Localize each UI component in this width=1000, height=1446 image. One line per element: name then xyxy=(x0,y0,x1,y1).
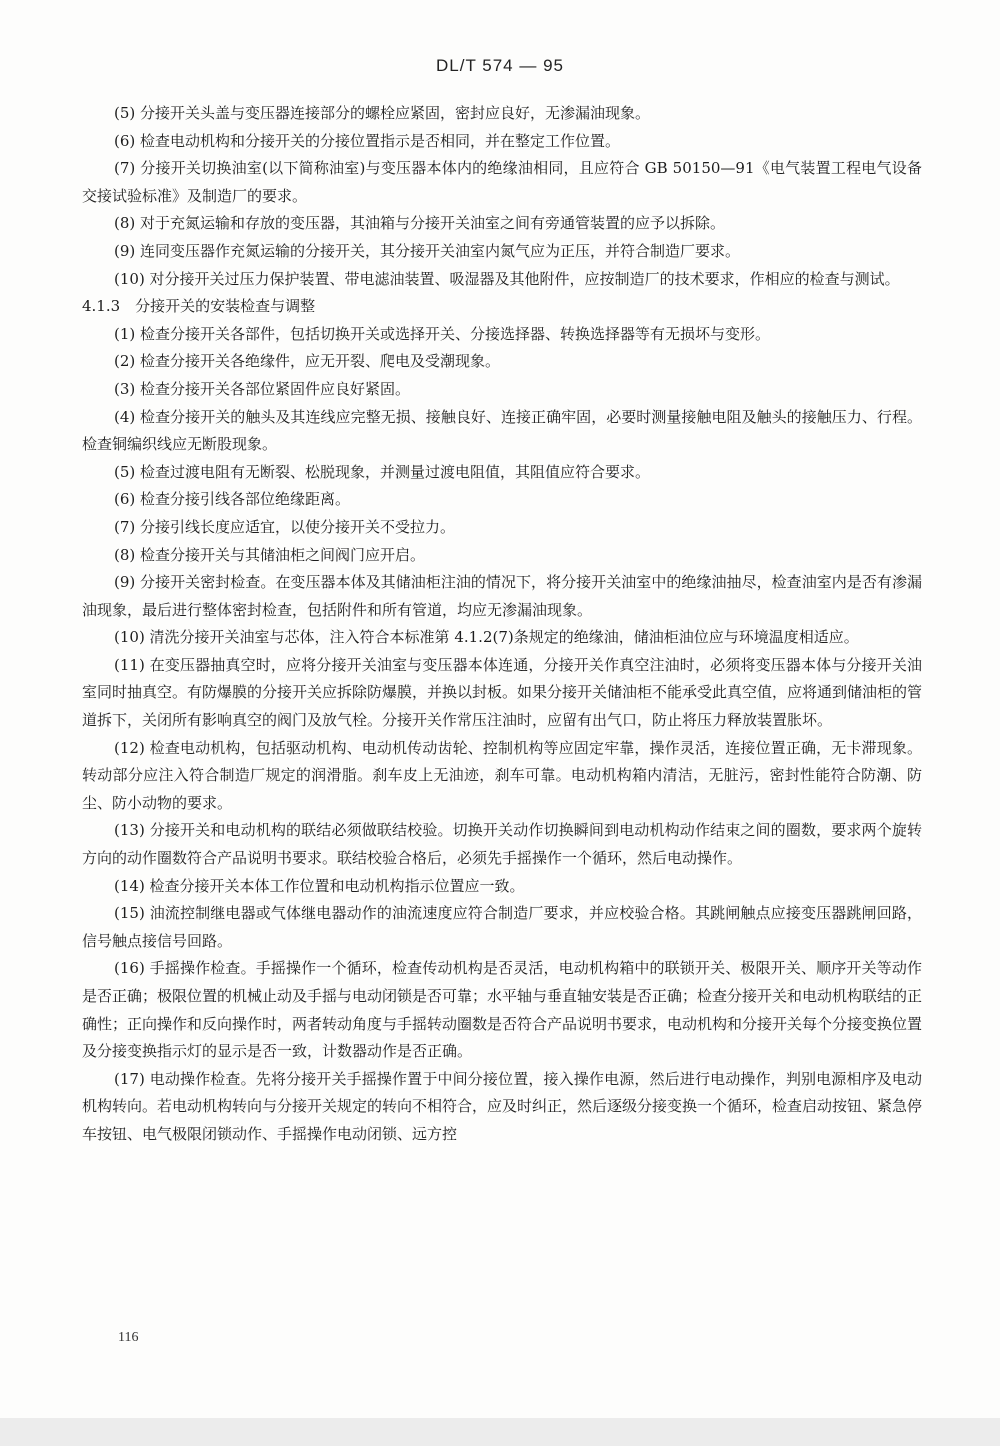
paragraph: (2) 检查分接开关各绝缘件，应无开裂、爬电及受潮现象。 xyxy=(114,352,501,371)
paragraph: (17) 电动操作检查。先将分接开关手摇操作置于中间分接位置，接入操作电源，然后进行电动操作，判别电源相序及电动机构转向。若电动机构转向与分接开关规定的转向不相符合，应及时纠正，然后逐级分接变换一个循环，检查启动按钮、紧急停车按钮、电气极限闭锁动作、手摇操作电动闭锁、远方控 xyxy=(82,1069,923,1143)
body-text xyxy=(82,100,922,1149)
paragraph: (10) 对分接开关过压力保护装置、带电滤油装置、吸湿器及其他附件，应按制造厂的技术要求，作相应的检查与测试。 xyxy=(114,269,900,288)
paragraph: (8) 检查分接开关与其储油柜之间阀门应开启。 xyxy=(114,545,426,564)
paragraph: (12) 检查电动机构，包括驱动机构、电动机传动齿轮、控制机构等应固定牢靠，操作灵活，连接位置正确，无卡滞现象。转动部分应注入符合制造厂规定的润滑脂。刹车皮上无油迹，刹车可靠。电动机构箱内清洁，无脏污，密封性能符合防潮、防尘、防小动物的要求。 xyxy=(82,738,922,812)
paragraph: (6) 检查电动机构和分接开关的分接位置指示是否相同，并在整定工作位置。 xyxy=(114,131,621,150)
viewer-bottom-strip xyxy=(0,1418,1000,1446)
paragraph: (1) 检查分接开关各部件，包括切换开关或选择开关、分接选择器、转换选择器等有无损坏与变形。 xyxy=(114,324,771,343)
paragraph: (4) 检查分接开关的触头及其连线应完整无损、接触良好、连接正确牢固，必要时测量接触电阻及触头的接触压力、行程。检查铜编织线应无断股现象。 xyxy=(82,407,922,454)
paragraph: (13) 分接开关和电动机构的联结必须做联结校验。切换开关动作切换瞬间到电动机构动作结束之间的圈数，要求两个旋转方向的动作圈数符合产品说明书要求。联结校验合格后，必须先手摇操作一个循环，然后电动操作。 xyxy=(82,821,922,868)
paragraph: (15) 油流控制继电器或气体继电器动作的油流速度应符合制造厂要求，并应校验合格。其跳闸触点应接变压器跳闸回路，信号触点接信号回路。 xyxy=(82,904,922,950)
paragraph: (16) 手摇操作检查。手摇操作一个循环，检查传动机构是否灵活，电动机构箱中的联锁开关、极限开关、顺序开关等动作是否正确；极限位置的机械止动及手摇与电动闭锁是否可靠；水平轴与垂直轴安装是否正确；检查分接开关和电动机构联结的正确性；正向操作和反向操作时，两者转动角度与手摇转动圈数是否符合产品说明书要求，电动机构和分接开关每个分接变换位置及分接变换指示灯的显示是否一致，计数器动作是否正确。 xyxy=(82,959,923,1061)
paragraph: (5) 检查过渡电阻有无断裂、松脱现象，并测量过渡电阻值，其阻值应符合要求。 xyxy=(114,462,651,481)
paragraph: (7) 分接引线长度应适宜，以使分接开关不受拉力。 xyxy=(114,517,456,536)
paragraph: (5) 分接开关头盖与变压器连接部分的螺栓应紧固，密封应良好，无渗漏油现象。 xyxy=(114,104,651,122)
paragraph: (10) 清洗分接开关油室与芯体，注入符合本标准第 4.1.2(7)条规定的绝缘油，储油柜油位应与环境温度相适应。 xyxy=(114,628,859,647)
page-header: DL/T 574 — 95 xyxy=(436,56,564,75)
paragraph: (7) 分接开关切换油室(以下简称油室)与变压器本体内的绝缘油相同，且应符合 GB 50150—91《电气装置工程电气设备交接试验标准》及制造厂的要求。 xyxy=(82,159,922,205)
paragraph: (3) 检查分接开关各部位紧固件应良好紧固。 xyxy=(114,379,411,398)
page-number: 116 xyxy=(118,1330,139,1345)
section-heading: 4.1.3 分接开关的安装检查与调整 xyxy=(82,297,316,316)
paragraph: (14) 检查分接开关本体工作位置和电动机构指示位置应一致。 xyxy=(114,876,525,895)
paragraph: (8) 对于充氮运输和存放的变压器，其油箱与分接开关油室之间有旁通管装置的应予以拆除。 xyxy=(114,214,726,233)
paragraph: (6) 检查分接引线各部位绝缘距离。 xyxy=(114,490,351,509)
paragraph: (11) 在变压器抽真空时，应将分接开关油室与变压器本体连通，分接开关作真空注油时，必须将变压器本体与分接开关油室同时抽真空。有防爆膜的分接开关应拆除防爆膜，并换以封板。如果分接开关储油柜不能承受此真空值，应将通到储油柜的管道拆下，关闭所有影响真空的阀门及放气栓。分接开关作常压注油时，应留有出气口，防止将压力释放装置胀坏。 xyxy=(82,655,923,730)
paragraph: (9) 分接开关密封检查。在变压器本体及其储油柜注油的情况下，将分接开关油室中的绝缘油抽尽，检查油室内是否有渗漏油现象，最后进行整体密封检查，包括附件和所有管道，均应无渗漏油现象。 xyxy=(82,573,922,619)
paragraph: (9) 连同变压器作充氮运输的分接开关，其分接开关油室内氮气应为正压，并符合制造厂要求。 xyxy=(114,241,741,260)
